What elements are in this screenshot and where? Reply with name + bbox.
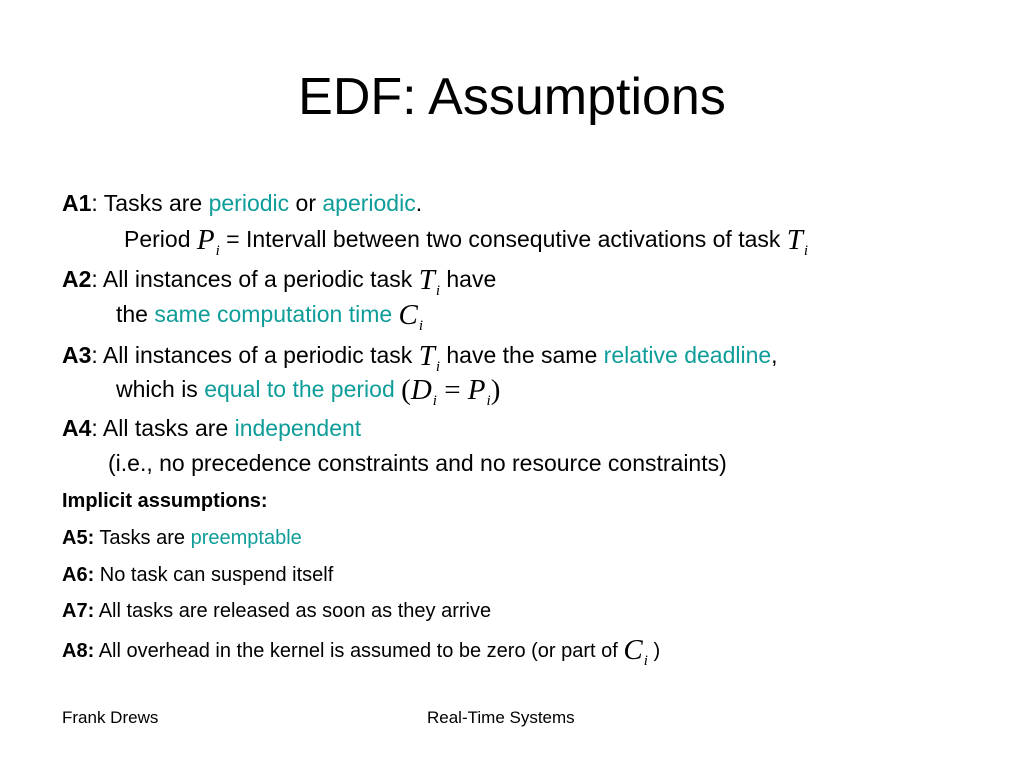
assumption-text: have the same [440, 342, 604, 368]
assumption-a7 [62, 596, 491, 626]
implicit-heading [62, 486, 268, 516]
assumption-a6 [62, 560, 333, 590]
assumption-label: A5: [62, 527, 95, 549]
assumption-text: which is [116, 376, 205, 402]
assumption-text: All tasks are released as soon as they arrive [94, 600, 492, 622]
assumption-a1-line1 [62, 188, 422, 218]
assumption-label: A4 [62, 415, 92, 441]
implicit-heading-text: Implicit assumptions: [62, 490, 268, 512]
footer-author: Frank Drews [62, 708, 159, 727]
assumption-text: : Tasks are [91, 190, 209, 216]
assumption-text: or [289, 190, 323, 216]
assumption-text: Period [124, 226, 197, 252]
assumption-a8 [62, 633, 660, 674]
highlight-term: aperiodic [322, 190, 416, 216]
assumption-text: Tasks are [94, 527, 191, 549]
math-task-var: $T_i$ [786, 224, 809, 259]
slide-title: EDF: Assumptions [298, 68, 726, 126]
assumption-a4-line2 [108, 448, 727, 478]
math-computation-var: $C_i$ [623, 634, 648, 669]
assumption-a5 [62, 523, 302, 553]
math-task-var: $T_i$ [418, 340, 440, 375]
math-computation-var: $C_i$ [398, 299, 424, 334]
assumption-label: A3 [62, 342, 92, 368]
highlight-term: periodic [208, 190, 290, 216]
assumption-label: A2 [62, 266, 92, 292]
assumption-label: A6: [62, 564, 95, 586]
highlight-term: equal to the period [204, 376, 395, 402]
assumption-text: All overhead in the kernel is assumed to be zero (or part of [94, 640, 624, 662]
assumption-text: : All tasks are [91, 415, 235, 441]
highlight-term: same computation time [154, 301, 393, 327]
assumption-label: A1 [62, 190, 92, 216]
assumption-text: No task can suspend itself [94, 564, 334, 586]
assumption-a4-line1 [62, 413, 361, 443]
assumption-text: ) [647, 640, 661, 662]
assumption-label: A7: [62, 600, 95, 622]
assumption-a2-line2 [116, 298, 423, 339]
assumption-text: = Intervall between two consequtive activations of task [219, 226, 787, 252]
assumption-a3-line2 [116, 373, 500, 414]
assumption-text: . [415, 190, 423, 216]
math-period-var: $P_i$ [196, 224, 220, 259]
highlight-term: preemptable [190, 527, 302, 549]
assumption-a1-line2 [124, 223, 808, 264]
highlight-term: relative deadline [603, 342, 772, 368]
highlight-term: independent [234, 415, 362, 441]
assumption-text: (i.e., no precedence constraints and no resource constraints) [108, 450, 727, 476]
math-task-var: $T_i$ [418, 264, 440, 299]
math-deadline-equation: $(D_i = P_i)$ [401, 374, 501, 409]
assumption-text: have [440, 266, 497, 292]
assumption-text: , [771, 342, 778, 368]
assumption-text: : All instances of a periodic task [91, 266, 419, 292]
footer-course: Real-Time Systems [427, 708, 575, 727]
assumption-label: A8: [62, 640, 95, 662]
assumption-text: : All instances of a periodic task [91, 342, 419, 368]
assumption-text: the [116, 301, 155, 327]
